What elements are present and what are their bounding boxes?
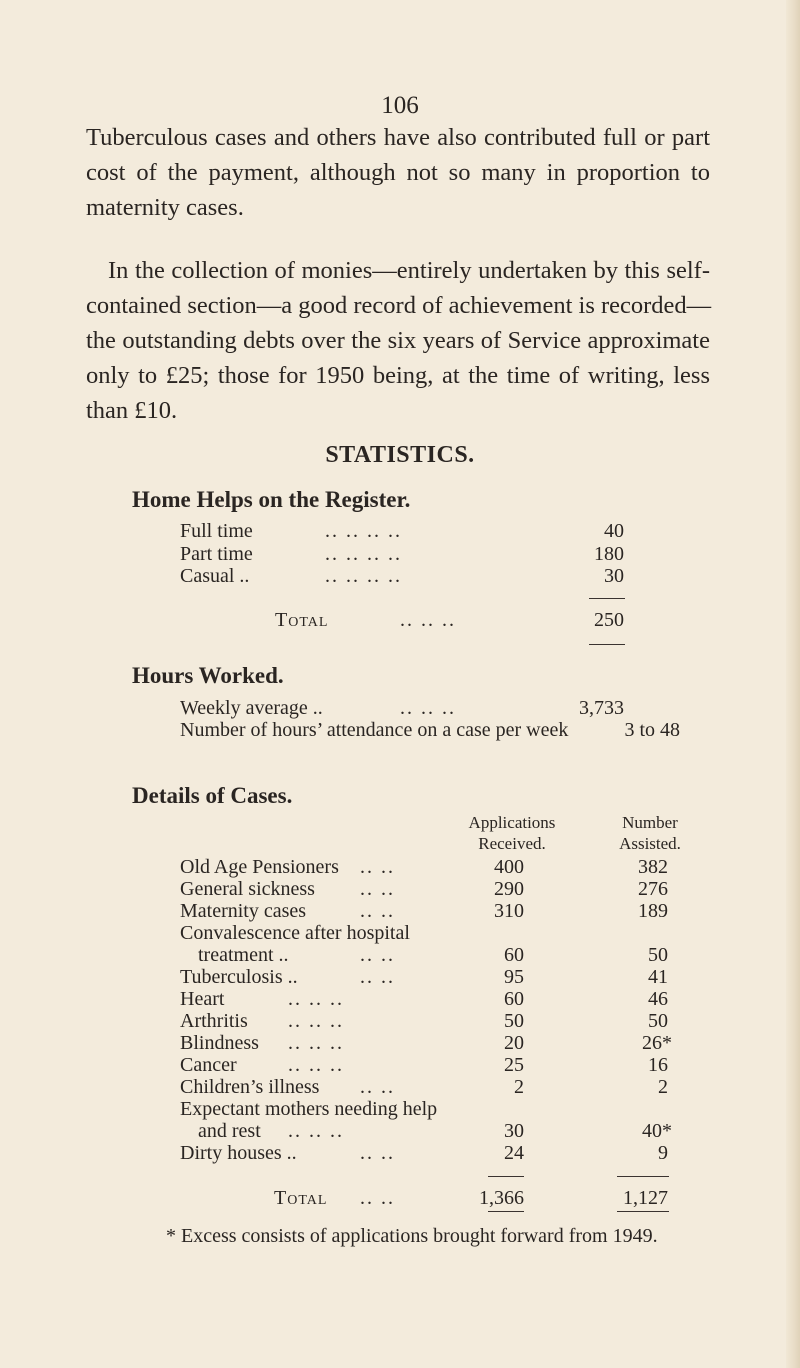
row-label: Full time — [180, 520, 253, 542]
hours-worked-heading: Hours Worked. — [132, 663, 284, 688]
row-label: Dirty houses .. — [180, 1142, 297, 1164]
home-helps-heading: Home Helps on the Register. — [132, 487, 411, 512]
received-value: 2 — [514, 1076, 524, 1098]
row-label: Part time — [180, 543, 253, 565]
leader-dots: .. .. .. .. — [325, 543, 402, 565]
leader-dots: .. .. — [360, 1076, 395, 1098]
paragraph-line: In the collection of monies—entirely undertaken by this self- — [108, 257, 710, 284]
assisted-value: 50 — [648, 944, 668, 966]
assisted-value: 276 — [638, 878, 668, 900]
statistics-title: STATISTICS. — [325, 442, 475, 468]
row-label: Heart — [180, 988, 225, 1010]
leader-dots: .. .. .. — [288, 1120, 344, 1142]
assisted-value: 46 — [648, 988, 668, 1010]
row-value: 3 to 48 — [624, 719, 680, 741]
assisted-value: 40* — [642, 1120, 672, 1142]
received-value: 310 — [494, 900, 524, 922]
total-value: 250 — [594, 609, 624, 631]
sum-rule — [488, 1211, 524, 1212]
row-value: 30 — [604, 565, 624, 587]
sum-rule — [488, 1176, 524, 1177]
row-label: Cancer — [180, 1054, 237, 1076]
leader-dots: .. .. — [360, 966, 395, 988]
received-value: 24 — [504, 1142, 524, 1164]
paragraph-line: the outstanding debts over the six years of Service approximate — [86, 327, 710, 354]
assisted-value: 16 — [648, 1054, 668, 1076]
received-value: 60 — [504, 988, 524, 1010]
total-label: Total — [274, 1187, 328, 1209]
row-label: Expectant mothers needing help — [180, 1098, 438, 1120]
row-label: Old Age Pensioners — [180, 856, 339, 878]
paragraph-line: only to £25; those for 1950 being, at the time of writing, less — [86, 362, 710, 389]
assisted-value: 41 — [648, 966, 668, 988]
leader-dots: .. .. — [360, 1142, 395, 1164]
row-label: Children’s illness — [180, 1076, 320, 1098]
row-value: 3,733 — [579, 697, 624, 719]
paragraph-line: Tuberculous cases and others have also contributed full or part — [86, 124, 710, 151]
paragraph-line: cost of the payment, although not so many in proportion to — [86, 159, 710, 186]
paragraph-collection-of-monies — [86, 253, 710, 428]
row-label: Weekly average .. — [180, 697, 323, 719]
sum-rule — [617, 1176, 669, 1177]
column-header-line: Number — [622, 813, 678, 832]
leader-dots: .. .. .. — [288, 1054, 344, 1076]
paragraph-line: contained section—a good record of achievement is recorded— — [86, 292, 712, 319]
total-received: 1,366 — [479, 1187, 524, 1209]
row-label: Blindness — [180, 1032, 259, 1054]
row-label: General sickness — [180, 878, 315, 900]
row-label: Maternity cases — [180, 900, 307, 922]
assisted-value: 26* — [642, 1032, 672, 1054]
footnote: * Excess consists of applications brought forward from 1949. — [166, 1225, 658, 1247]
column-header-number-assisted — [610, 812, 690, 854]
assisted-value: 50 — [648, 1010, 668, 1032]
total-assisted: 1,127 — [623, 1187, 668, 1209]
column-header-applications-received — [462, 812, 562, 854]
leader-dots: .. .. .. — [288, 1010, 344, 1032]
sum-rule — [589, 598, 625, 599]
received-value: 95 — [504, 966, 524, 988]
leader-dots: .. .. .. — [288, 988, 344, 1010]
column-header-line: Assisted. — [619, 834, 681, 853]
received-value: 60 — [504, 944, 524, 966]
row-value: 180 — [594, 543, 624, 565]
row-label: Tuberculosis .. — [180, 966, 298, 988]
row-label: Casual .. — [180, 565, 250, 587]
row-label: Convalescence after hospital — [180, 922, 410, 944]
received-value: 50 — [504, 1010, 524, 1032]
received-value: 20 — [504, 1032, 524, 1054]
assisted-value: 9 — [658, 1142, 668, 1164]
page-edge-shading — [786, 0, 800, 1368]
assisted-value: 382 — [638, 856, 668, 878]
leader-dots: .. .. — [360, 878, 395, 900]
sum-rule — [617, 1211, 669, 1212]
row-label: Arthritis — [180, 1010, 248, 1032]
paragraph-tuberculous — [86, 120, 710, 225]
row-label-continued: and rest — [198, 1120, 261, 1142]
details-of-cases-heading: Details of Cases. — [132, 783, 293, 808]
assisted-value: 189 — [638, 900, 668, 922]
page-number: 106 — [381, 92, 419, 119]
column-header-line: Applications — [468, 813, 556, 832]
received-value: 290 — [494, 878, 524, 900]
leader-dots: .. .. — [360, 944, 395, 966]
received-value: 30 — [504, 1120, 524, 1142]
received-value: 400 — [494, 856, 524, 878]
paragraph-line: than £10. — [86, 397, 178, 424]
leader-dots: .. .. .. .. — [325, 520, 402, 542]
assisted-value: 2 — [658, 1076, 668, 1098]
received-value: 25 — [504, 1054, 524, 1076]
leader-dots: .. .. .. — [400, 609, 456, 631]
leader-dots: .. .. — [360, 900, 395, 922]
row-label: Number of hours’ attendance on a case per week — [180, 719, 569, 741]
row-label-continued: treatment .. — [198, 944, 289, 966]
leader-dots: .. .. .. — [288, 1032, 344, 1054]
leader-dots: .. .. — [360, 1187, 395, 1209]
column-header-line: Received. — [478, 834, 546, 853]
leader-dots: .. .. — [360, 856, 395, 878]
paragraph-line: maternity cases. — [86, 194, 244, 221]
sum-rule — [589, 644, 625, 645]
row-value: 40 — [604, 520, 624, 542]
leader-dots: .. .. .. — [400, 697, 456, 719]
leader-dots: .. .. .. .. — [325, 565, 402, 587]
total-label: Total — [275, 609, 329, 631]
